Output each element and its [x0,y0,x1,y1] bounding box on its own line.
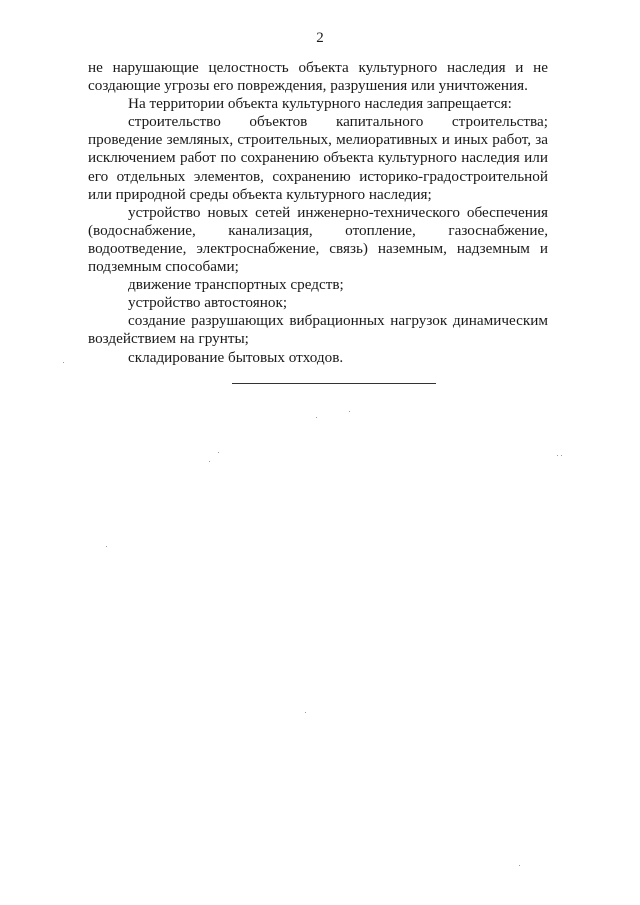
scan-speck [349,411,350,412]
end-of-text-rule [232,383,436,384]
paragraph-continuation: не нарушающие целостность объекта культурного наследия и не создающие угрозы его повреждения, разрушения или уничтожения. [88,59,548,95]
scan-speck [106,546,107,547]
scan-speck [316,417,317,418]
paragraph-construction: строительство объектов капитального строительства; проведение земляных, строительных, мелиоративных и иных работ, за исключением работ по сохранению объекта культурного наследия или его отдельных элементов, сохранению историко-градостроительной или природной среды объекта культурного наследия; [88,113,548,203]
paragraph-waste-storage: складирование бытовых отходов. [128,348,344,366]
scan-speck [209,461,210,462]
scan-speck [557,455,558,456]
paragraph-prohibitions-intro: На территории объекта культурного наследия запрещается: [128,95,512,113]
scan-speck [63,362,64,363]
paragraph-vibration-loads: создание разрушающих вибрационных нагрузок динамическим воздействием на грунты; [88,312,548,348]
page-number: 2 [316,30,324,46]
paragraph-parking: устройство автостоянок; [128,294,288,312]
scan-speck [305,712,306,713]
paragraph-engineering-networks: устройство новых сетей инженерно-технического обеспечения (водоснабжение, канализация, отопление, газоснабжение, водоотведение, электроснабжение, связь) наземным, надземным и подземным способами; [88,203,548,276]
scan-speck [218,452,219,453]
paragraph-vehicles: движение транспортных средств; [128,276,344,294]
scan-speck [519,865,520,866]
document-body [88,59,548,367]
scan-speck [561,455,562,456]
